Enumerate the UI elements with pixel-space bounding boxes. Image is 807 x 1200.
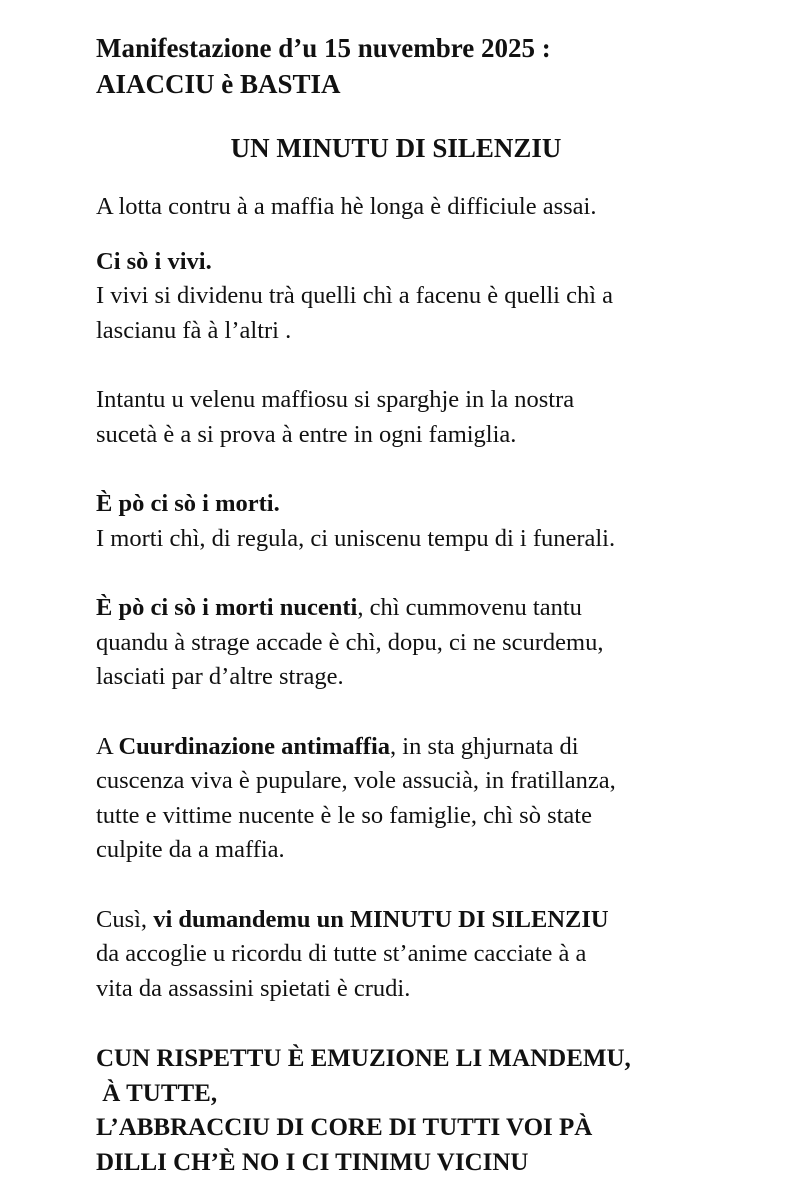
- closing-line-3: L’ABBRACCIU DI CORE DI TUTTI VOI PÀ: [96, 1114, 593, 1141]
- header-line-2: AIACCIU è BASTIA: [96, 69, 341, 99]
- paragraph-6-rest: , in sta ghjurnata di: [390, 732, 579, 760]
- paragraph-2: [96, 245, 786, 349]
- paragraph-3-line-2: sucetà è a si prova à entre in ogni famiglia.: [96, 420, 517, 448]
- paragraph-5-line-2: quandu à strage accade è chì, dopu, ci ne scurdemu,: [96, 628, 604, 656]
- closing-message: [96, 1042, 786, 1180]
- paragraph-4-line-1: I morti chì, di regula, ci uniscenu tempu di i funerali.: [96, 524, 616, 552]
- paragraph-1-line-1: A lotta contru à a maffia hè longa è difficiule assai.: [96, 193, 597, 220]
- paragraph-3: [96, 383, 786, 452]
- paragraph-6-line-1: [96, 730, 786, 765]
- paragraph-2-heading: [96, 245, 786, 280]
- paragraph-4-bold: È pò ci sò i morti.: [96, 490, 280, 517]
- closing-line-2: À TUTTE,: [96, 1079, 218, 1107]
- header-line-1: Manifestazione d’u 15 nuvembre 2025 :: [96, 33, 551, 63]
- paragraph-7: [96, 903, 786, 1007]
- paragraph-6-line-3: tutte e vittime nucente è le so famiglie, chì sò state: [96, 801, 592, 829]
- paragraph-6-line-2: cuscenza viva è pupulare, vole assucià, in fratillanza,: [96, 767, 616, 794]
- paragraph-5-line-1: [96, 591, 786, 626]
- paragraph-7-bold: vi dumandemu un MINUTU DI SILENZIU: [153, 905, 609, 933]
- document-header: [96, 30, 786, 102]
- paragraph-2-line-2: lascianu fà à l’altri .: [96, 316, 292, 344]
- paragraph-6: [96, 730, 786, 868]
- paragraph-6-pre: A: [96, 732, 119, 760]
- paragraph-2-bold: Ci sò i vivi.: [96, 247, 212, 275]
- paragraph-1: [96, 190, 786, 225]
- paragraph-5-line-3: lasciati par d’altre strage.: [96, 663, 344, 690]
- paragraph-2-line-1: I vivi si dividenu trà quelli chì a facenu è quelli chì a: [96, 282, 614, 309]
- document-page: [96, 30, 786, 1180]
- closing-line-4: DILLI CH’È NO I CI TINIMU VICINU: [96, 1148, 529, 1176]
- page-title: UN MINUTU DI SILENZIU: [230, 133, 562, 163]
- paragraph-6-line-4: culpite da a maffia.: [96, 836, 285, 863]
- closing-line-1: CUN RISPETTU È EMUZIONE LI MANDEMU,: [96, 1045, 631, 1072]
- paragraph-5-rest: , chì cummovenu tantu: [357, 594, 582, 621]
- paragraph-5: [96, 591, 786, 695]
- paragraph-4: [96, 487, 786, 556]
- paragraph-7-line-1: [96, 903, 786, 938]
- paragraph-6-bold: Cuurdinazione antimaffia: [118, 732, 391, 760]
- paragraph-3-line-1: Intantu u velenu maffiosu si sparghje in la nostra: [96, 386, 575, 413]
- paragraph-5-bold: È pò ci sò i morti nucenti: [96, 594, 358, 621]
- paragraph-7-line-3: vita da assassini spietati è crudi.: [96, 974, 411, 1002]
- paragraph-4-heading: [96, 487, 786, 522]
- paragraph-7-pre: Cusì,: [96, 905, 154, 933]
- paragraph-7-line-2: da accoglie u ricordu di tutte st’anime cacciate à a: [96, 940, 587, 967]
